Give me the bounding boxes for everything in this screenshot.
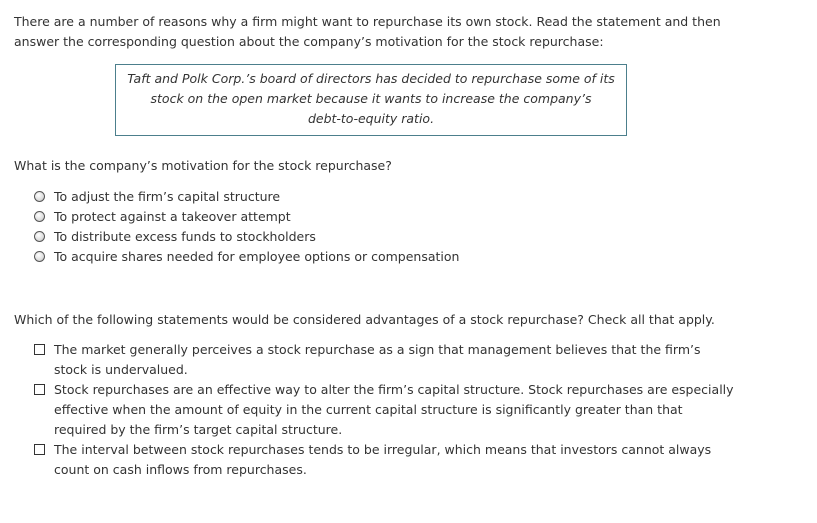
checkbox[interactable]	[34, 384, 45, 395]
question-2-prompt: Which of the following statements would be considered advantages of a stock repurchase? Check all that apply.	[14, 312, 715, 327]
question-2-options	[34, 340, 734, 480]
statement-line-1: Taft and Polk Corp.’s board of directors has decided to repurchase some of its	[127, 71, 615, 86]
radio-button[interactable]	[34, 211, 45, 222]
radio-option-label: To acquire shares needed for employee options or compensation	[54, 248, 460, 264]
statement-box	[115, 64, 627, 136]
checkbox-option[interactable]	[34, 340, 734, 380]
radio-option-label: To adjust the firm’s capital structure	[54, 188, 281, 204]
radio-option-label: To protect against a takeover attempt	[54, 208, 291, 224]
checkbox[interactable]	[34, 444, 45, 455]
radio-button[interactable]	[34, 231, 45, 242]
statement-line-3: debt-to-equity ratio.	[307, 111, 435, 126]
checkbox-option-label: The market generally perceives a stock repurchase as a sign that management believes that the firm’s stock is undervalued.	[54, 342, 701, 377]
radio-option[interactable]	[34, 206, 804, 226]
question-page	[14, 12, 804, 480]
question-1-options	[34, 186, 804, 266]
radio-button[interactable]	[34, 191, 45, 202]
radio-option[interactable]	[34, 226, 804, 246]
question-1-prompt: What is the company’s motivation for the stock repurchase?	[14, 158, 392, 173]
checkbox[interactable]	[34, 344, 45, 355]
intro-line-1: There are a number of reasons why a firm might want to repurchase its own stock. Read the statement and then	[14, 14, 721, 29]
radio-option[interactable]	[34, 246, 804, 266]
radio-button[interactable]	[34, 251, 45, 262]
checkbox-option-label: Stock repurchases are an effective way to alter the firm’s capital structure. Stock repurchases are especially effective when the amount of equity in the current capital structure is significantly greater than that required by the firm’s target capital structure.	[54, 382, 734, 437]
statement-line-2: stock on the open market because it wants to increase the company’s	[150, 91, 592, 106]
checkbox-option[interactable]	[34, 380, 734, 440]
checkbox-option[interactable]	[34, 440, 734, 480]
radio-option-label: To distribute excess funds to stockholders	[54, 228, 316, 244]
intro-line-2: answer the corresponding question about the company’s motivation for the stock repurchase:	[14, 34, 604, 49]
intro-text	[14, 12, 804, 52]
checkbox-option-label: The interval between stock repurchases tends to be irregular, which means that investors cannot always count on cash inflows from repurchases.	[54, 442, 712, 477]
radio-option[interactable]	[34, 186, 804, 206]
